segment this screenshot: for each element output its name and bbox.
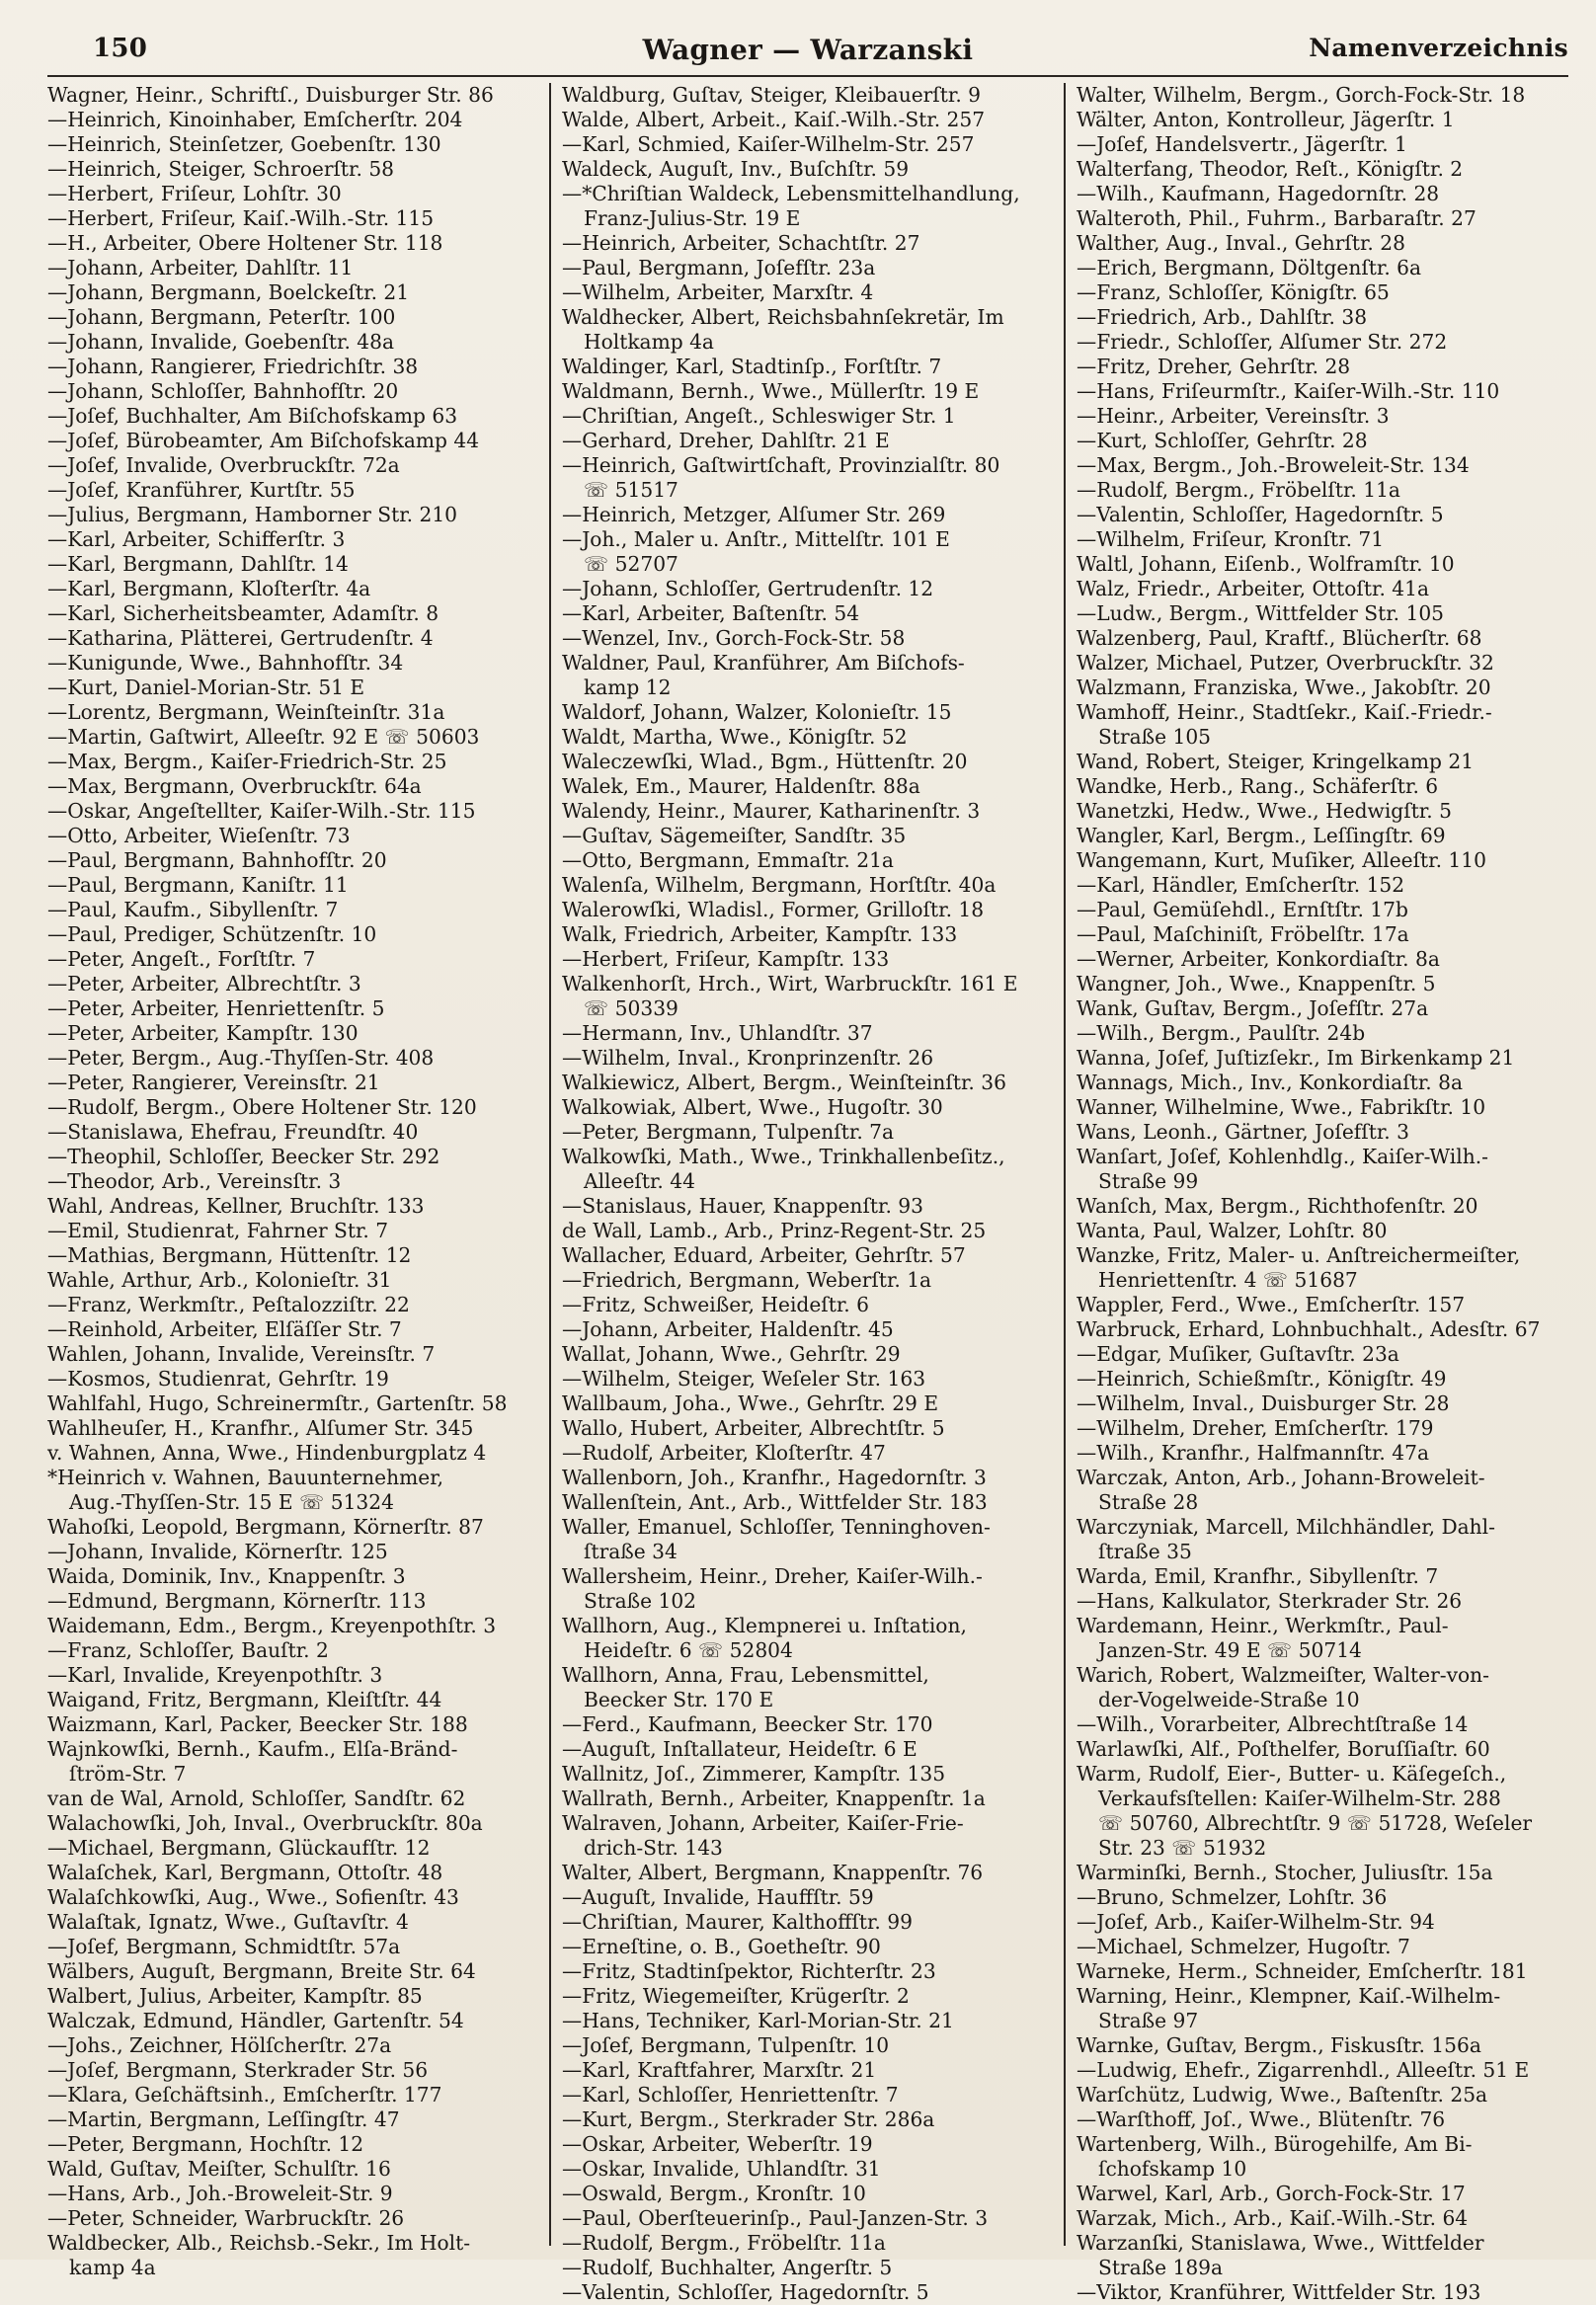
directory-entry: —Warſthoff, Joſ., Wwe., Blütenſtr. 76 [1077, 2107, 1446, 2131]
section-title: Namenverzeichnis [1309, 34, 1568, 62]
directory-entry: —Franz, Schloſſer, Bauſtr. 2 [47, 1638, 329, 1662]
directory-entry: —Katharina, Plätterei, Gertrudenſtr. 4 [47, 626, 434, 650]
directory-entry-continuation: ſtröm-Str. 7 [69, 1762, 187, 1786]
directory-entry: Wangemann, Kurt, Muſiker, Alleeſtr. 110 [1077, 848, 1486, 872]
directory-entry: Waldorf, Johann, Walzer, Kolonieſtr. 15 [562, 700, 952, 724]
directory-entry: —Wilhelm, Dreher, Emſcherſtr. 179 [1077, 1416, 1434, 1440]
directory-entry: —Paul, Bergmann, Bahnhofſtr. 20 [47, 848, 387, 872]
directory-entry: Wallenſtein, Ant., Arb., Wittfelder Str. 183 [562, 1490, 988, 1514]
directory-entry: v. Wahnen, Anna, Wwe., Hindenburgplatz 4 [47, 1441, 487, 1465]
directory-entry: —Peter, Bergmann, Tulpenſtr. 7a [562, 1120, 895, 1144]
directory-entry: —Peter, Rangierer, Vereinsſtr. 21 [47, 1071, 380, 1094]
directory-entry: —Karl, Kraftfahrer, Marxſtr. 21 [562, 2058, 877, 2082]
directory-entry: —Theophil, Schloſſer, Beecker Str. 292 [47, 1145, 440, 1168]
directory-entry: —Joſef, Kranführer, Kurtſtr. 55 [47, 478, 356, 502]
directory-entry: —Joſef, Arb., Kaiſer-Wilhelm-Str. 94 [1077, 1910, 1435, 1934]
directory-entry-continuation: Straße 28 [1098, 1490, 1199, 1514]
directory-entry-continuation: Alleeſtr. 44 [584, 1169, 695, 1193]
directory-entry: —Kurt, Bergm., Sterkrader Str. 286a [562, 2107, 935, 2131]
column-2 [562, 83, 1044, 2304]
directory-entry: Waller, Emanuel, Schloſſer, Tenninghoven- [562, 1515, 991, 1539]
directory-entry: Walkiewicz, Albert, Bergm., Weinſteinſtr. 36 [562, 1071, 1006, 1094]
directory-entry: —Johann, Rangierer, Friedrichſtr. 38 [47, 355, 419, 378]
directory-entry: Warminſki, Bernh., Stocher, Juliusſtr. 15a [1077, 1861, 1493, 1884]
directory-entry: —Otto, Arbeiter, Wieſenſtr. 73 [47, 824, 351, 847]
directory-entry: —Joſef, Bergmann, Sterkrader Str. 56 [47, 2058, 429, 2082]
directory-entry: Wank, Guſtav, Bergm., Joſefſtr. 27a [1077, 996, 1429, 1020]
directory-entry: Walter, Albert, Bergmann, Knappenſtr. 76 [562, 1861, 984, 1884]
directory-entry: —Joſef, Buchhalter, Am Biſchofskamp 63 [47, 404, 458, 428]
directory-entry: Warda, Emil, Kranfhr., Sibyllenſtr. 7 [1077, 1564, 1439, 1588]
directory-entry: —Martin, Bergmann, Leſſingſtr. 47 [47, 2107, 400, 2131]
directory-entry: Walenſa, Wilhelm, Bergmann, Horſtſtr. 40a [562, 873, 997, 897]
directory-entry: —Kosmos, Studienrat, Gehrſtr. 19 [47, 1367, 389, 1391]
directory-entry: —Wenzel, Inv., Gorch-Fock-Str. 58 [562, 626, 906, 650]
directory-entry: —Hermann, Inv., Uhlandſtr. 37 [562, 1021, 873, 1045]
directory-entry: —Hans, Arb., Joh.-Broweleit-Str. 9 [47, 2182, 393, 2205]
directory-entry: Wallrath, Bernh., Arbeiter, Knappenſtr. 1a [562, 1787, 986, 1810]
directory-entry: —H., Arbeiter, Obere Holtener Str. 118 [47, 231, 443, 255]
directory-entry: —Heinrich, Gaſtwirtſchaft, Provinzialſtr. 80 [562, 453, 1000, 477]
directory-entry: —Friedrich, Arb., Dahlſtr. 38 [1077, 305, 1368, 329]
directory-entry: Walzer, Michael, Putzer, Overbruckſtr. 32 [1077, 651, 1494, 675]
directory-entry: —Heinrich, Kinoinhaber, Emſcherſtr. 204 [47, 108, 463, 131]
directory-entry: —Oskar, Arbeiter, Weberſtr. 19 [562, 2132, 873, 2156]
directory-entry: —Wilh., Vorarbeiter, Albrechtſtraße 14 [1077, 1712, 1469, 1736]
directory-entry: Waldner, Paul, Kranführer, Am Biſchofs- [562, 651, 965, 675]
directory-entry: Wanetzki, Hedw., Wwe., Hedwigſtr. 5 [1077, 799, 1452, 823]
directory-entry: Wallacher, Eduard, Arbeiter, Gehrſtr. 57 [562, 1243, 966, 1267]
directory-entry: Waldinger, Karl, Stadtinſp., Forſtſtr. 7 [562, 355, 942, 378]
directory-entry: Waldburg, Guſtav, Steiger, Kleibauerſtr. 9 [562, 83, 982, 107]
directory-entry: —Karl, Schloſſer, Henriettenſtr. 7 [562, 2083, 899, 2106]
directory-entry: Wallersheim, Heinr., Dreher, Kaiſer-Wilh.- [562, 1564, 983, 1588]
directory-entry: —Heinrich, Steinſetzer, Goebenſtr. 130 [47, 132, 441, 156]
directory-entry-continuation: drich-Str. 143 [584, 1836, 723, 1860]
directory-entry-continuation: Straße 97 [1098, 2009, 1199, 2032]
directory-entry: —Stanislawa, Ehefrau, Freundſtr. 40 [47, 1120, 419, 1144]
directory-entry: —Karl, Arbeiter, Baſtenſtr. 54 [562, 601, 860, 625]
directory-entry: Wallat, Johann, Wwe., Gehrſtr. 29 [562, 1342, 901, 1366]
directory-entry: —Hans, Kalkulator, Sterkrader Str. 26 [1077, 1589, 1463, 1613]
directory-entry: Wahoſki, Leopold, Bergmann, Körnerſtr. 87 [47, 1515, 484, 1539]
directory-entry: —Wilhelm, Friſeur, Kronſtr. 71 [1077, 527, 1385, 551]
directory-entry: *Heinrich v. Wahnen, Bauunternehmer, [47, 1466, 444, 1489]
directory-entry: —Joſef, Bürobeamter, Am Biſchofskamp 44 [47, 429, 480, 452]
directory-entry: —Karl, Invalide, Kreyenpothſtr. 3 [47, 1663, 383, 1687]
directory-entry: —Erneſtine, o. B., Goetheſtr. 90 [562, 1935, 881, 1958]
directory-entry: —Fritz, Stadtinſpektor, Richterſtr. 23 [562, 1959, 936, 1983]
directory-entry: —Rudolf, Bergm., Obere Holtener Str. 120 [47, 1095, 477, 1119]
directory-entry: Walz, Friedr., Arbeiter, Ottoſtr. 41a [1077, 577, 1430, 600]
directory-entry: —Ludwig, Ehefr., Zigarrenhdl., Alleeſtr. 51 E [1077, 2058, 1530, 2082]
directory-entry: Wand, Robert, Steiger, Kringelkamp 21 [1077, 750, 1475, 773]
directory-entry: —Karl, Bergmann, Kloſterſtr. 4a [47, 577, 371, 600]
directory-entry: —Johs., Zeichner, Hölſcherſtr. 27a [47, 2033, 392, 2057]
directory-entry-continuation: Str. 23 ☏ 51932 [1098, 1836, 1267, 1860]
directory-entry: —Michael, Schmelzer, Hugoſtr. 7 [1077, 1935, 1410, 1958]
directory-entry: Wajnkowſki, Bernh., Kaufm., Elſa-Bränd- [47, 1737, 458, 1761]
directory-entry: Wagner, Heinr., Schriftſ., Duisburger Str. 86 [47, 83, 494, 107]
directory-entry: —Rudolf, Bergm., Fröbelſtr. 11a [1077, 478, 1400, 502]
directory-entry: —Heinrich, Steiger, Schroerſtr. 58 [47, 157, 395, 181]
directory-entry: Waldt, Martha, Wwe., Königſtr. 52 [562, 725, 908, 749]
directory-entry: —Johann, Schloſſer, Gertrudenſtr. 12 [562, 577, 934, 600]
directory-entry: —Wilhelm, Inval., Duisburger Str. 28 [1077, 1391, 1450, 1415]
directory-entry: Walkowſki, Math., Wwe., Trinkhallenbeſitz., [562, 1145, 1005, 1168]
directory-entry: —Herbert, Friſeur, Kampſtr. 133 [562, 947, 890, 971]
directory-entry: —Max, Bergmann, Overbruckſtr. 64a [47, 774, 422, 798]
directory-entry: —Joſef, Invalide, Overbruckſtr. 72a [47, 453, 400, 477]
directory-entry: —Mathias, Bergmann, Hüttenſtr. 12 [47, 1243, 412, 1267]
directory-entry: —*Chriſtian Waldeck, Lebensmittelhandlung, [562, 182, 1020, 205]
directory-entry-continuation: Verkaufsſtellen: Kaiſer-Wilhelm-Str. 288 [1098, 1787, 1501, 1810]
directory-entry: Wanſart, Joſef, Kohlenhdlg., Kaiſer-Wilh.- [1077, 1145, 1488, 1168]
column-divider [1064, 83, 1066, 2246]
directory-entry: Waltl, Johann, Eiſenb., Wolframſtr. 10 [1077, 552, 1455, 576]
directory-entry: —Wilh., Bergm., Paulſtr. 24b [1077, 1021, 1366, 1045]
directory-entry: —Guſtav, Sägemeiſter, Sandſtr. 35 [562, 824, 907, 847]
directory-entry: —Peter, Arbeiter, Kampſtr. 130 [47, 1021, 359, 1045]
directory-entry: Warneke, Herm., Schneider, Emſcherſtr. 181 [1077, 1959, 1528, 1983]
directory-entry: Wahlheuſer, H., Kranfhr., Alſumer Str. 345 [47, 1416, 474, 1440]
directory-entry: —Johann, Invalide, Goebenſtr. 48a [47, 330, 395, 354]
running-title: Wagner — Warzanski [642, 34, 974, 66]
directory-entry: Waida, Dominik, Inv., Knappenſtr. 3 [47, 1564, 406, 1588]
directory-entry: Wallhorn, Aug., Klempnerei u. Inſtation, [562, 1614, 967, 1637]
directory-entry-continuation: Janzen-Str. 49 E ☏ 50714 [1098, 1638, 1362, 1662]
directory-entry: —Michael, Bergmann, Glückaufſtr. 12 [47, 1836, 431, 1860]
directory-entry: —Fritz, Wiegemeiſter, Krügerſtr. 2 [562, 1984, 910, 2008]
directory-entry: —Oswald, Bergm., Kronſtr. 10 [562, 2182, 866, 2205]
directory-entry: Warſchütz, Ludwig, Wwe., Baſtenſtr. 25a [1077, 2083, 1488, 2106]
directory-entry: —Karl, Schmied, Kaiſer-Wilhelm-Str. 257 [562, 132, 975, 156]
directory-entry: Wardemann, Heinr., Werkmſtr., Paul- [1077, 1614, 1449, 1637]
directory-entry: Walde, Albert, Arbeit., Kaiſ.-Wilh.-Str. 257 [562, 108, 986, 131]
directory-entry: —Paul, Prediger, Schützenſtr. 10 [47, 922, 377, 946]
column-3 [1077, 83, 1558, 2304]
page-header [47, 34, 1568, 77]
directory-entry: —Paul, Gemüſehdl., Ernſtſtr. 17b [1077, 898, 1408, 921]
directory-entry: —Karl, Händler, Emſcherſtr. 152 [1077, 873, 1405, 897]
directory-entry: Waigand, Fritz, Bergmann, Kleiſtſtr. 44 [47, 1688, 442, 1711]
directory-entry: Wanta, Paul, Walzer, Lohſtr. 80 [1077, 1219, 1388, 1242]
directory-entry: Warwel, Karl, Arb., Gorch-Fock-Str. 17 [1077, 2182, 1466, 2205]
directory-entry: Walzenberg, Paul, Kraftf., Blücherſtr. 68 [1077, 626, 1482, 650]
directory-entry: Waizmann, Karl, Packer, Beecker Str. 188 [47, 1712, 468, 1736]
directory-entry: —Max, Bergm., Joh.-Broweleit-Str. 134 [1077, 453, 1470, 477]
directory-entry: van de Wal, Arnold, Schloſſer, Sandſtr. 62 [47, 1787, 466, 1810]
directory-entry-continuation: Straße 105 [1098, 725, 1212, 749]
directory-entry: —Heinrich, Metzger, Alſumer Str. 269 [562, 503, 946, 526]
directory-entry: Warich, Robert, Walzmeiſter, Walter-von- [1077, 1663, 1489, 1687]
directory-entry: Walendy, Heinr., Maurer, Katharinenſtr. 3 [562, 799, 981, 823]
directory-entry: —Oskar, Invalide, Uhlandſtr. 31 [562, 2157, 881, 2181]
directory-entry: —Emil, Studienrat, Fahrner Str. 7 [47, 1219, 389, 1242]
directory-entry: —Joh., Maler u. Anſtr., Mittelſtr. 101 E [562, 527, 950, 551]
directory-entry: —Klara, Geſchäftsinh., Emſcherſtr. 177 [47, 2083, 442, 2106]
directory-entry: Walzmann, Franziska, Wwe., Jakobſtr. 20 [1077, 676, 1491, 699]
directory-entry: Waleczewſki, Wlad., Bgm., Hüttenſtr. 20 [562, 750, 968, 773]
directory-entry: —Julius, Bergmann, Hamborner Str. 210 [47, 503, 458, 526]
directory-entry: —Otto, Bergmann, Emmaſtr. 21a [562, 848, 894, 872]
directory-entry: —Rudolf, Bergm., Fröbelſtr. 11a [562, 2231, 886, 2255]
directory-entry: —Valentin, Schloſſer, Hagedornſtr. 5 [562, 2280, 929, 2304]
directory-entry: —Stanislaus, Hauer, Knappenſtr. 93 [562, 1194, 923, 1218]
directory-entry: —Kurt, Daniel-Morian-Str. 51 E [47, 676, 365, 699]
directory-entry: Walaſtak, Ignatz, Wwe., Guſtavſtr. 4 [47, 1910, 409, 1934]
directory-entry: —Edmund, Bergmann, Körnerſtr. 113 [47, 1589, 427, 1613]
directory-entry-continuation: der-Vogelweide-Straße 10 [1098, 1688, 1360, 1711]
directory-entry-continuation: Heideſtr. 6 ☏ 52804 [584, 1638, 793, 1662]
directory-entry: —Wilhelm, Inval., Kronprinzenſtr. 26 [562, 1046, 934, 1070]
directory-entry-continuation: ☏ 51517 [584, 478, 678, 502]
directory-entry-continuation: kamp 4a [69, 2256, 156, 2279]
directory-entry: Wandke, Herb., Rang., Schäferſtr. 6 [1077, 774, 1439, 798]
directory-entry: Wahl, Andreas, Kellner, Bruchſtr. 133 [47, 1194, 425, 1218]
directory-entry: Warning, Heinr., Klempner, Kaiſ.-Wilhelm- [1077, 1984, 1501, 2008]
directory-entry: —Lorentz, Bergmann, Weinſteinſtr. 31a [47, 700, 445, 724]
directory-entry: —Johann, Schloſſer, Bahnhofſtr. 20 [47, 379, 399, 403]
directory-entry: Wahlen, Johann, Invalide, Vereinsſtr. 7 [47, 1342, 436, 1366]
directory-entry: —Wilhelm, Steiger, Weſeler Str. 163 [562, 1367, 926, 1391]
directory-entry-continuation: ſchofskamp 10 [1098, 2157, 1247, 2181]
directory-entry: Warnke, Guſtav, Bergm., Fiskusſtr. 156a [1077, 2033, 1481, 2057]
directory-entry: Wälbers, Auguſt, Bergmann, Breite Str. 64 [47, 1959, 476, 1983]
directory-entry: —Auguſt, Inſtallateur, Heideſtr. 6 E [562, 1737, 918, 1761]
directory-entry: —Franz, Werkmſtr., Peſtalozziſtr. 22 [47, 1293, 410, 1316]
directory-entry: Wannags, Mich., Inv., Konkordiaſtr. 8a [1077, 1071, 1463, 1094]
directory-entry: —Heinrich, Arbeiter, Schachtſtr. 27 [562, 231, 920, 255]
directory-entry: Walbert, Julius, Arbeiter, Kampſtr. 85 [47, 1984, 423, 2008]
directory-entry: Wans, Leonh., Gärtner, Joſefſtr. 3 [1077, 1120, 1409, 1144]
directory-entry: Wamhoff, Heinr., Stadtſekr., Kaiſ.-Friedr.- [1077, 700, 1492, 724]
directory-entry: Wangner, Joh., Wwe., Knappenſtr. 5 [1077, 972, 1436, 995]
directory-entry: —Hans, Friſeurmſtr., Kaiſer-Wilh.-Str. 110 [1077, 379, 1500, 403]
directory-entry: —Karl, Sicherheitsbeamter, Adamſtr. 8 [47, 601, 439, 625]
directory-entry: Warbruck, Erhard, Lohnbuchhalt., Adesſtr. 67 [1077, 1317, 1541, 1341]
directory-entry: Walczak, Edmund, Händler, Gartenſtr. 54 [47, 2009, 464, 2032]
directory-entry: —Rudolf, Buchhalter, Angerſtr. 5 [562, 2256, 893, 2279]
directory-entry: —Viktor, Kranführer, Wittfelder Str. 193 [1077, 2280, 1481, 2304]
directory-entry: Walaſchkowſki, Aug., Wwe., Sofienſtr. 43 [47, 1885, 459, 1909]
directory-entry-continuation: ☏ 52707 [584, 552, 678, 576]
directory-entry: —Johann, Invalide, Körnerſtr. 125 [47, 1540, 388, 1563]
page-number: 150 [93, 34, 148, 63]
directory-entry: —Martin, Gaſtwirt, Alleeſtr. 92 E ☏ 50603 [47, 725, 480, 749]
directory-entry: —Fritz, Dreher, Gehrſtr. 28 [1077, 355, 1351, 378]
directory-entry: Warczak, Anton, Arb., Johann-Broweleit- [1077, 1466, 1485, 1489]
directory-entry: —Joſef, Bergmann, Schmidtſtr. 57a [47, 1935, 401, 1958]
directory-entry: —Kurt, Schloſſer, Gehrſtr. 28 [1077, 429, 1368, 452]
directory-entry: Waldmann, Bernh., Wwe., Müllerſtr. 19 E [562, 379, 980, 403]
column-divider [549, 83, 551, 2246]
directory-entry-continuation: kamp 12 [584, 676, 672, 699]
directory-entry: Wanzke, Fritz, Maler- u. Anſtreichermeiſter, [1077, 1243, 1521, 1267]
directory-entry-continuation: Franz-Julius-Str. 19 E [584, 206, 801, 230]
directory-entry: —Johann, Arbeiter, Haldenſtr. 45 [562, 1317, 894, 1341]
directory-entry-continuation: ſtraße 34 [584, 1540, 678, 1563]
directory-entry-continuation: Straße 189a [1098, 2256, 1224, 2279]
directory-entry: Waldbecker, Alb., Reichsb.-Sekr., Im Holt- [47, 2231, 471, 2255]
directory-entry: —Franz, Schloſſer, Königſtr. 65 [1077, 280, 1390, 304]
directory-entry: —Heinrich, Schießmſtr., Königſtr. 49 [1077, 1367, 1447, 1391]
directory-entry: Warzanſki, Stanislawa, Wwe., Wittfelder [1077, 2231, 1484, 2255]
directory-entry: Walter, Wilhelm, Bergm., Gorch-Fock-Str. 18 [1077, 83, 1526, 107]
directory-entry-continuation: Holtkamp 4a [584, 330, 714, 354]
directory-entry: —Herbert, Friſeur, Lohſtr. 30 [47, 182, 342, 205]
directory-entry: Walteroth, Phil., Fuhrm., Barbaraſtr. 27 [1077, 206, 1476, 230]
directory-entry: —Gerhard, Dreher, Dahlſtr. 21 E [562, 429, 890, 452]
directory-entry: —Paul, Kaufm., Sibyllenſtr. 7 [47, 898, 339, 921]
directory-entry: —Johann, Bergmann, Boelckeſtr. 21 [47, 280, 410, 304]
column-1 [47, 83, 529, 2279]
directory-entry: —Edgar, Muſiker, Guſtavſtr. 23a [1077, 1342, 1399, 1366]
directory-entry: —Wilhelm, Arbeiter, Marxſtr. 4 [562, 280, 874, 304]
directory-entry: —Chriſtian, Angeſt., Schleswiger Str. 1 [562, 404, 956, 428]
directory-entry: Warlawſki, Alf., Poſthelfer, Boruſſiaſtr. 60 [1077, 1737, 1490, 1761]
directory-entry: —Fritz, Schweißer, Heideſtr. 6 [562, 1293, 869, 1316]
directory-entry: Wald, Guſtav, Meiſter, Schulſtr. 16 [47, 2157, 391, 2181]
directory-entry: —Ferd., Kaufmann, Beecker Str. 170 [562, 1712, 933, 1736]
directory-entry: Wanner, Wilhelmine, Wwe., Fabrikſtr. 10 [1077, 1095, 1486, 1119]
directory-entry: —Wilh., Kaufmann, Hagedornſtr. 28 [1077, 182, 1440, 205]
directory-entry: Wälter, Anton, Kontrolleur, Jägerſtr. 1 [1077, 108, 1455, 131]
directory-entry: Warczyniak, Marcell, Milchhändler, Dahl- [1077, 1515, 1495, 1539]
directory-entry: —Johann, Bergmann, Peterſtr. 100 [47, 305, 396, 329]
directory-entry: Wallnitz, Joſ., Zimmerer, Kampſtr. 135 [562, 1762, 946, 1786]
directory-entry: —Johann, Arbeiter, Dahlſtr. 11 [47, 256, 354, 279]
directory-entry-continuation: ☏ 50760, Albrechtſtr. 9 ☏ 51728, Weſeler [1098, 1811, 1533, 1835]
directory-entry: —Werner, Arbeiter, Konkordiaſtr. 8a [1077, 947, 1440, 971]
directory-entry: —Peter, Bergm., Aug.-Thyſſen-Str. 408 [47, 1046, 435, 1070]
directory-entry: Walaſchek, Karl, Bergmann, Ottoſtr. 48 [47, 1861, 443, 1884]
directory-entry: —Bruno, Schmelzer, Lohſtr. 36 [1077, 1885, 1388, 1909]
directory-entry: Wangler, Karl, Bergm., Leſſingſtr. 69 [1077, 824, 1446, 847]
directory-entry: Walk, Friedrich, Arbeiter, Kampſtr. 133 [562, 922, 958, 946]
directory-entry: —Max, Bergm., Kaiſer-Friedrich-Str. 25 [47, 750, 447, 773]
directory-entry: —Kunigunde, Wwe., Bahnhofſtr. 34 [47, 651, 404, 675]
directory-entry: Warm, Rudolf, Eier-, Butter- u. Käſegeſch., [1077, 1762, 1507, 1786]
directory-entry: Wanna, Joſef, Juſtizſekr., Im Birkenkamp 21 [1077, 1046, 1515, 1070]
directory-entry: —Wilh., Kranfhr., Halfmannſtr. 47a [1077, 1441, 1429, 1465]
directory-entry: Wallhorn, Anna, Frau, Lebensmittel, [562, 1663, 929, 1687]
directory-entry: —Peter, Arbeiter, Albrechtſtr. 3 [47, 972, 361, 995]
directory-entry: —Paul, Bergmann, Joſefſtr. 23a [562, 256, 876, 279]
directory-entry-continuation: Straße 99 [1098, 1169, 1199, 1193]
directory-entry: Walkenhorſt, Hrch., Wirt, Warbruckſtr. 161 E [562, 972, 1018, 995]
directory-entry: —Rudolf, Arbeiter, Kloſterſtr. 47 [562, 1441, 886, 1465]
directory-entry: Wanſch, Max, Bergm., Richthofenſtr. 20 [1077, 1194, 1478, 1218]
directory-entry-continuation: Aug.-Thyſſen-Str. 15 E ☏ 51324 [69, 1490, 394, 1514]
directory-entry: Wallbaum, Joha., Wwe., Gehrſtr. 29 E [562, 1391, 939, 1415]
directory-entry-continuation: ☏ 50339 [584, 996, 678, 1020]
directory-entry: —Paul, Oberſteuerinſp., Paul-Janzen-Str. 3 [562, 2206, 989, 2230]
directory-entry: —Paul, Maſchiniſt, Fröbelſtr. 17a [1077, 922, 1409, 946]
directory-entry: —Chriſtian, Maurer, Kalthoffſtr. 99 [562, 1910, 913, 1934]
directory-entry: —Theodor, Arb., Vereinsſtr. 3 [47, 1169, 342, 1193]
directory-entry: —Friedr., Schloſſer, Alſumer Str. 272 [1077, 330, 1448, 354]
directory-entry: —Auguſt, Invalide, Hauffſtr. 59 [562, 1885, 874, 1909]
directory-entry: —Ludw., Bergm., Wittfelder Str. 105 [1077, 601, 1445, 625]
directory-entry: —Karl, Bergmann, Dahlſtr. 14 [47, 552, 349, 576]
directory-entry-continuation: ſtraße 35 [1098, 1540, 1192, 1563]
directory-entry: —Joſef, Bergmann, Tulpenſtr. 10 [562, 2033, 890, 2057]
directory-entry: —Herbert, Friſeur, Kaiſ.-Wilh.-Str. 115 [47, 206, 435, 230]
directory-entry: —Hans, Techniker, Karl-Morian-Str. 21 [562, 2009, 954, 2032]
directory-entry: Wartenberg, Wilh., Bürogehilfe, Am Bi- [1077, 2132, 1473, 2156]
directory-entry: —Heinr., Arbeiter, Vereinsſtr. 3 [1077, 404, 1390, 428]
directory-entry: —Oskar, Angeſtellter, Kaiſer-Wilh.-Str. 115 [47, 799, 476, 823]
directory-entry: —Erich, Bergmann, Döltgenſtr. 6a [1077, 256, 1422, 279]
directory-entry: —Peter, Schneider, Warbruckſtr. 26 [47, 2206, 405, 2230]
directory-entry: Waidemann, Edm., Bergm., Kreyenpothſtr. 3 [47, 1614, 497, 1637]
directory-entry: —Karl, Arbeiter, Schifferſtr. 3 [47, 527, 346, 551]
directory-entry: —Paul, Bergmann, Kaniſtr. 11 [47, 873, 349, 897]
directory-entry: Walraven, Johann, Arbeiter, Kaiſer-Frie- [562, 1811, 964, 1835]
directory-entry: Walterfang, Theodor, Reſt., Königſtr. 2 [1077, 157, 1464, 181]
directory-entry-continuation: Beecker Str. 170 E [584, 1688, 774, 1711]
directory-entry: Waldhecker, Albert, Reichsbahnſekretär, Im [562, 305, 1004, 329]
directory-entry: Walerowſki, Wladisl., Former, Grilloſtr. 18 [562, 898, 985, 921]
directory-entry: de Wall, Lamb., Arb., Prinz-Regent-Str. 25 [562, 1219, 987, 1242]
directory-entry: Walachowſki, Joh, Inval., Overbruckſtr. 80a [47, 1811, 483, 1835]
directory-entry: Waldeck, Auguſt, Inv., Buſchſtr. 59 [562, 157, 910, 181]
directory-entry: Wahlfahl, Hugo, Schreinermſtr., Gartenſtr. 58 [47, 1391, 508, 1415]
directory-entry: Walkowiak, Albert, Wwe., Hugoſtr. 30 [562, 1095, 943, 1119]
directory-entry: —Friedrich, Bergmann, Weberſtr. 1a [562, 1268, 932, 1292]
directory-entry: —Peter, Arbeiter, Henriettenſtr. 5 [47, 996, 385, 1020]
directory-entry: Wallo, Hubert, Arbeiter, Albrechtſtr. 5 [562, 1416, 945, 1440]
directory-entry: Warzak, Mich., Arb., Kaiſ.-Wilh.-Str. 64 [1077, 2206, 1469, 2230]
directory-entry: Wappler, Ferd., Wwe., Emſcherſtr. 157 [1077, 1293, 1466, 1316]
directory-entry: Walek, Em., Maurer, Haldenſtr. 88a [562, 774, 920, 798]
directory-entry: —Peter, Bergmann, Hochſtr. 12 [47, 2132, 364, 2156]
directory-entry-continuation: Straße 102 [584, 1589, 697, 1613]
directory-entry-continuation: Henriettenſtr. 4 ☏ 51687 [1098, 1268, 1358, 1292]
directory-entry: Walther, Aug., Inval., Gehrſtr. 28 [1077, 231, 1405, 255]
directory-entry: —Peter, Angeſt., Forſtſtr. 7 [47, 947, 316, 971]
directory-entry: —Joſef, Handelsvertr., Jägerſtr. 1 [1077, 132, 1407, 156]
directory-entry: Wahle, Arthur, Arb., Kolonieſtr. 31 [47, 1268, 392, 1292]
directory-entry: —Valentin, Schloſſer, Hagedornſtr. 5 [1077, 503, 1444, 526]
directory-entry: —Reinhold, Arbeiter, Elſäſſer Str. 7 [47, 1317, 402, 1341]
directory-entry: Wallenborn, Joh., Kranfhr., Hagedornſtr. 3 [562, 1466, 987, 1489]
